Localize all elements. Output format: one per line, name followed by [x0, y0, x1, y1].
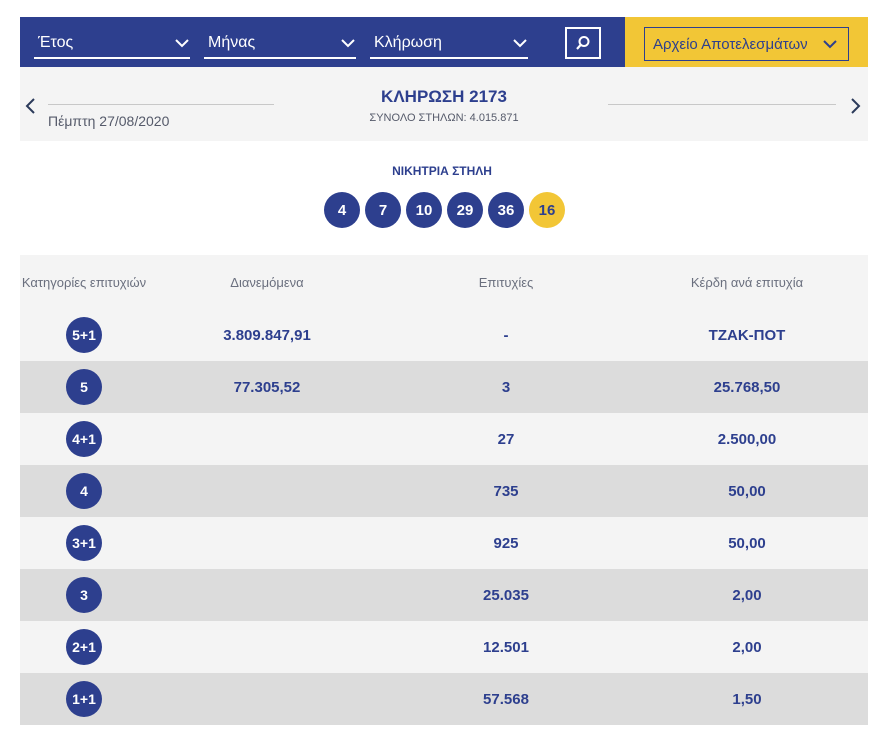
prize-cell: 2,00 [732, 638, 762, 656]
year-select[interactable] [34, 29, 190, 59]
winners-cell: 25.035 [483, 586, 529, 604]
category-badge: 3+1 [66, 525, 102, 561]
category-badge: 5+1 [66, 317, 102, 353]
chevron-right-icon[interactable] [848, 97, 862, 115]
distributed-cell: 3.809.847,91 [223, 326, 311, 344]
prize-cell: 25.768,50 [713, 378, 781, 396]
month-select[interactable] [204, 29, 356, 59]
distributed-cell: 77.305,52 [233, 378, 301, 396]
archive-select-label: Αρχείο Αποτελεσμάτων [653, 35, 808, 53]
table-row [20, 673, 868, 725]
winners-cell: 3 [501, 378, 511, 396]
filter-panel [20, 17, 625, 67]
archive-select[interactable] [644, 27, 849, 61]
table-row [20, 413, 868, 465]
divider [608, 104, 836, 105]
number-ball: 29 [447, 192, 483, 228]
search-button[interactable] [565, 27, 601, 59]
number-ball: 4 [324, 192, 360, 228]
winners-cell: 27 [497, 430, 515, 448]
number-ball: 10 [406, 192, 442, 228]
header-distributed: Διανεμόμενα [230, 274, 304, 290]
table-row [20, 465, 868, 517]
category-badge: 4 [66, 473, 102, 509]
table-row [20, 517, 868, 569]
total-columns: ΣΥΝΟΛΟ ΣΤΗΛΩΝ: 4.015.871 [369, 112, 519, 124]
winners-cell: 12.501 [483, 638, 529, 656]
results-table [20, 255, 868, 725]
winning-numbers [324, 192, 565, 228]
category-badge: 4+1 [66, 421, 102, 457]
category-badge: 3 [66, 577, 102, 613]
month-select-label: Μήνας [208, 34, 256, 51]
prize-cell: 2.500,00 [717, 430, 777, 448]
draw-title: ΚΛΗΡΩΣΗ 2173 [381, 87, 507, 106]
filter-bar [20, 17, 868, 67]
winning-column-label: ΝΙΚΗΤΡΙΑ ΣΤΗΛΗ [392, 164, 492, 178]
category-badge: 1+1 [66, 681, 102, 717]
chevron-down-icon [512, 35, 528, 51]
draw-info [20, 67, 868, 141]
winners-cell: 735 [493, 482, 519, 500]
draw-select-label: Κλήρωση [374, 34, 442, 51]
chevron-down-icon [340, 35, 356, 51]
prize-cell: 50,00 [728, 482, 766, 500]
year-select-label: Έτος [38, 34, 74, 51]
archive-panel [625, 17, 868, 67]
table-row [20, 309, 868, 361]
prize-cell: 2,00 [732, 586, 762, 604]
bonus-ball: 16 [529, 192, 565, 228]
number-ball: 36 [488, 192, 524, 228]
winners-cell: - [503, 326, 509, 344]
winners-cell: 57.568 [483, 690, 529, 708]
search-icon [575, 35, 591, 51]
prize-cell: ΤΖΑΚ-ΠΟΤ [708, 326, 786, 344]
draw-select[interactable] [370, 29, 528, 59]
prize-cell: 1,50 [732, 690, 762, 708]
table-header [20, 255, 868, 309]
chevron-down-icon [174, 35, 190, 51]
table-row [20, 569, 868, 621]
table-row [20, 361, 868, 413]
header-winners: Επιτυχίες [478, 274, 534, 290]
draw-date: Πέμπτη 27/08/2020 [48, 113, 170, 129]
header-category: Κατηγορίες επιτυχιών [21, 274, 147, 290]
chevron-down-icon [822, 36, 838, 52]
number-ball: 7 [365, 192, 401, 228]
prize-cell: 50,00 [728, 534, 766, 552]
winners-cell: 925 [493, 534, 519, 552]
header-prize: Κέρδη ανά επιτυχία [690, 274, 804, 290]
category-badge: 2+1 [66, 629, 102, 665]
table-row [20, 621, 868, 673]
category-badge: 5 [66, 369, 102, 405]
